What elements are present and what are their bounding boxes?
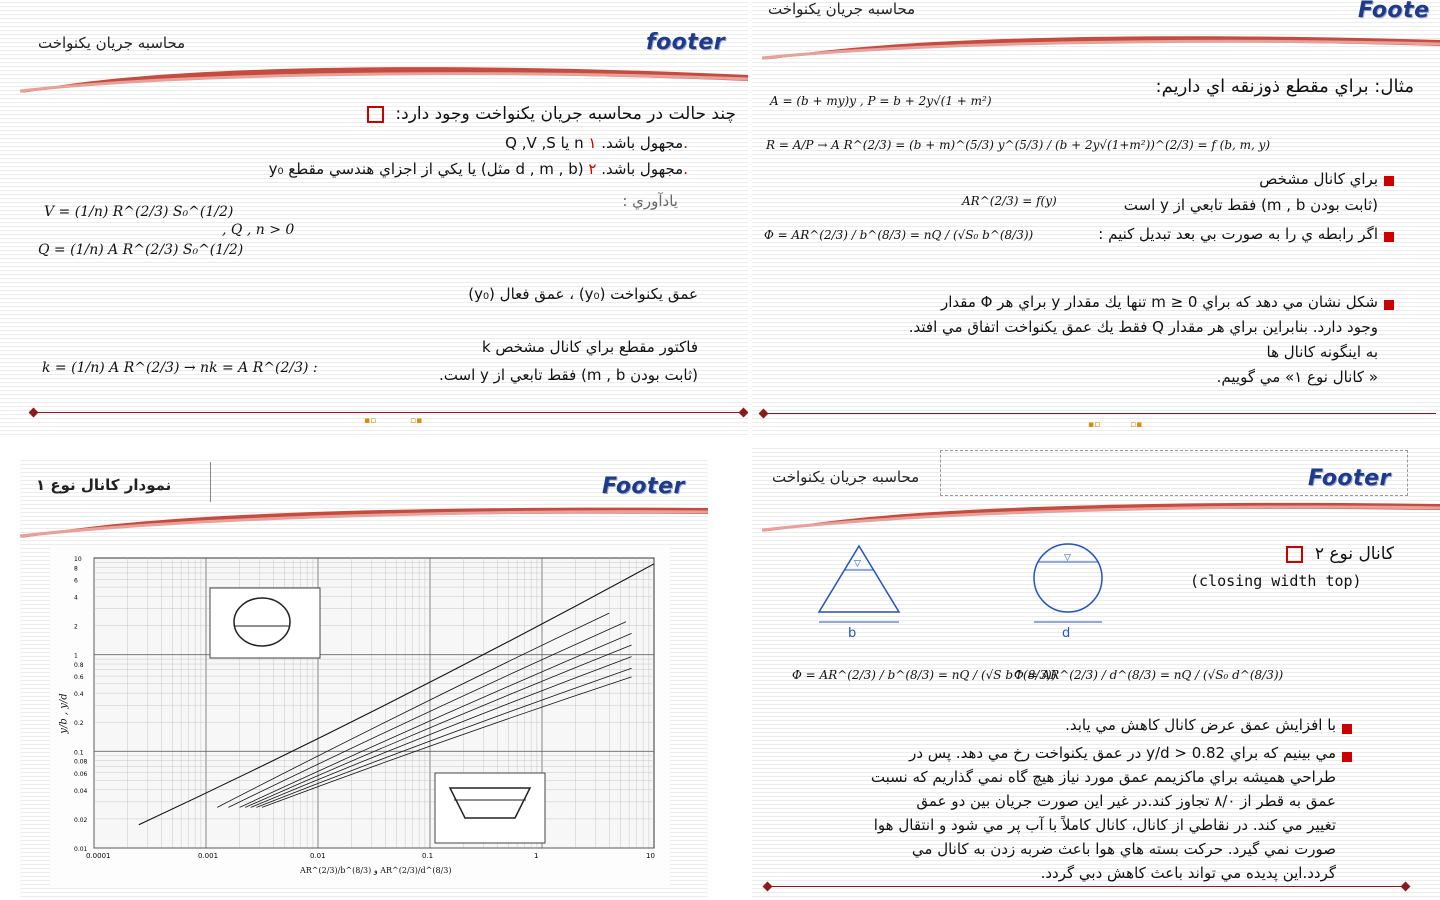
section-factor-line: k فاكتور مقطع براي كانال مشخص [481, 338, 698, 356]
y-tick-label: 0.1 [74, 749, 84, 757]
chart-figure [50, 548, 670, 888]
diamond-icon [759, 409, 769, 419]
svg-text:▽: ▽ [1064, 553, 1071, 563]
y-tick-label: 1 [74, 652, 78, 660]
discharge-formula: Q = (1/n) A R^(2/3) S₀^(1/2) [38, 242, 244, 258]
paragraph-line: صورت نمي گيرد. حركت بسته هاي هوا باعث ضربه زدن به كانال مي [911, 840, 1336, 858]
footer-rule [768, 886, 1408, 887]
slide-header-title: نمودار كانال نوع ١ [36, 476, 172, 494]
bullet-text: « كانال نوع ١» مي گوييم. [1216, 368, 1378, 386]
slide-3 [20, 458, 708, 900]
x-tick-label: 10 [646, 852, 655, 860]
y-tick-label: 10 [74, 556, 82, 563]
nav-icon[interactable]: ▪▫ [1088, 420, 1101, 430]
slide-header-title: محاسبه جريان يكنواخت [772, 468, 920, 486]
header-swoosh [762, 26, 1440, 66]
nav-icon[interactable]: ▫▪ [410, 416, 423, 426]
y-tick-label: 8 [74, 565, 78, 573]
slide-heading: چند حالت در محاسبه جريان يكنواخت وجود دارد: [367, 104, 736, 124]
slide-heading: كانال نوع ٢ [1286, 544, 1394, 564]
square-bullet-icon [1384, 232, 1394, 242]
paragraph-line: عمق به قطر از ٨/٠ تجاوز كند.در غير اين صورت جريان بين دو عمق [916, 792, 1336, 810]
reminder-label: يادآوري : [622, 192, 678, 210]
footer-rule [36, 412, 744, 413]
condition-formula: , Q , n > 0 [222, 222, 295, 238]
width-label-b: b [848, 626, 857, 641]
velocity-formula: V = (1/n) R^(2/3) S₀^(1/2) [44, 204, 234, 220]
y-tick-label: 0.4 [74, 691, 84, 699]
nav-icon[interactable]: ▫▪ [1130, 420, 1143, 430]
x-tick-label: 0.001 [198, 852, 219, 860]
diamond-icon [1401, 882, 1411, 892]
svg-text:▽: ▽ [854, 559, 861, 569]
bullet-subtext: (ثابت بودن m , b) فقط تابعي از y است [1123, 196, 1378, 214]
paragraph-line: مي بينيم كه براي 0.82 < y/d در عمق يكنواخت رخ مي دهد. پس در [909, 744, 1336, 762]
slide-2 [752, 0, 1440, 438]
log-log-chart [50, 548, 670, 888]
slide-4 [752, 446, 1440, 900]
section-factor-note: (ثابت بودن m , b) فقط تابعي از y است. [439, 366, 698, 384]
square-bullet-icon [1384, 176, 1394, 186]
y-tick-label: 0.04 [74, 787, 88, 795]
y-tick-label: 0.01 [74, 846, 88, 853]
area-perimeter-formula: A = (b + my)y , P = b + 2y√(1 + m²) [770, 94, 992, 108]
list-item: Q ,V ,S يا n مجهول باشد. ١. [505, 134, 688, 152]
footer-label: Footer [1308, 466, 1391, 491]
y-tick-label: 2 [74, 623, 78, 631]
bullet-text: وجود دارد. بنابراين براي هر مقدار Q فقط يك عمق يكنواخت اتفاق مي افتد. [908, 318, 1378, 336]
slide-1 [0, 0, 748, 438]
phi-circle-formula: Φ = AR^(2/3) / d^(8/3) = nQ / (√S₀ d^(8/3)) [1014, 668, 1284, 682]
bullet-text: به اينگونه كانال ها [1266, 343, 1378, 361]
footer-rule [766, 413, 1436, 414]
hydraulic-radius-formula: R = A/P → A R^(2/3) = (b + m)^(5/3) y^(5/3) / (b + 2y√(1+m²))^(2/3) = f (b, m, y) [766, 138, 1271, 152]
hollow-square-bullet-icon [367, 106, 384, 123]
footer-label: Footer [602, 474, 685, 499]
diamond-icon [763, 882, 773, 892]
x-axis-caption: AR^(2/3)/b^(8/3) و AR^(2/3)/d^(8/3) [300, 866, 452, 875]
bullet-text: اگر رابطه ي را به صورت بي بعد تبديل كنيم : [1098, 225, 1378, 243]
diamond-icon [29, 408, 39, 418]
bullet-text: شكل نشان مي دهد كه براي m ≥ 0 تنها يك مقدار y براي هر Φ مقدار [940, 293, 1378, 311]
footer-label: footer [646, 30, 726, 55]
x-tick-label: 0.1 [422, 852, 434, 860]
y-tick-label: 0.08 [74, 758, 88, 766]
y-tick-label: 0.06 [74, 770, 88, 778]
x-tick-label: 0.0001 [86, 852, 111, 860]
header-swoosh [20, 55, 748, 95]
list-item: y₀ يا يكي از اجزاي هندسي مقطع (مثل d , m , b) مجهول باشد. ٢. [268, 160, 688, 178]
y-tick-label: 4 [74, 594, 78, 602]
depth-line: عمق يكنواخت (y₀) ، عمق فعال (y₀) [468, 285, 698, 303]
y-tick-label: 0.2 [74, 720, 84, 728]
slide-heading: مثال: براي مقطع ذوزنقه اي داريم: [1155, 76, 1414, 97]
bullet-paragraph [871, 744, 1336, 882]
y-tick-label: 0.8 [74, 662, 84, 670]
x-tick-label: 1 [534, 852, 539, 860]
x-tick-label: 0.01 [310, 852, 326, 860]
section-factor-formula: k = (1/n) A R^(2/3) → nk = A R^(2/3) : [42, 360, 318, 376]
section-factor-formula: AR^(2/3) = f(y) [962, 194, 1057, 208]
triangle-section-icon [814, 542, 904, 642]
header-swoosh [762, 496, 1440, 536]
slide-header-title: محاسبه جريان يكنواخت [38, 34, 186, 52]
square-bullet-icon [1342, 724, 1352, 734]
paragraph-line: تغيير مي كند. در نقاطي از كانال، كانال كاملاً با آب پر مي شود و انتقال هوا [873, 816, 1336, 834]
y-tick-label: 6 [74, 577, 78, 585]
nav-icon[interactable]: ▪▫ [364, 416, 377, 426]
diameter-label-d: d [1062, 626, 1071, 641]
y-axis-label: y/b , y/d [58, 693, 70, 734]
y-tick-label: 0.02 [74, 816, 88, 824]
hollow-square-bullet-icon [1286, 546, 1303, 563]
header-swoosh [20, 502, 708, 542]
footer-label: Foote [1358, 0, 1430, 23]
paragraph-line: گردد.اين پديده مي تواند باعث كاهش دبي گردد. [1040, 864, 1336, 882]
square-bullet-icon [1342, 752, 1352, 762]
header-divider [210, 462, 211, 502]
trapezoid-section-inset [435, 773, 545, 843]
bullet-text: با افزايش عمق عرض كانال كاهش مي يابد. [1065, 716, 1336, 734]
slide-header-title: محاسبه جريان يكنواخت [768, 0, 916, 18]
slide-subheading: (closing width top) [1190, 572, 1362, 590]
square-bullet-icon [1384, 300, 1394, 310]
y-tick-label: 0.6 [74, 674, 84, 682]
phi-triangle-formula: Φ = AR^(2/3) / b^(8/3) = nQ / (√S b^(8/3)) [792, 668, 1057, 682]
diamond-icon [739, 408, 748, 418]
phi-formula: Φ = AR^(2/3) / b^(8/3) = nQ / (√S₀ b^(8/3)) [764, 228, 1034, 242]
bullet-text: براي كانال مشخص [1259, 170, 1378, 188]
paragraph-line: طراحي هميشه براي ماكزيمم عمق مورد نياز هيچ گاه نمي گذاريم كه نسبت [870, 768, 1336, 786]
